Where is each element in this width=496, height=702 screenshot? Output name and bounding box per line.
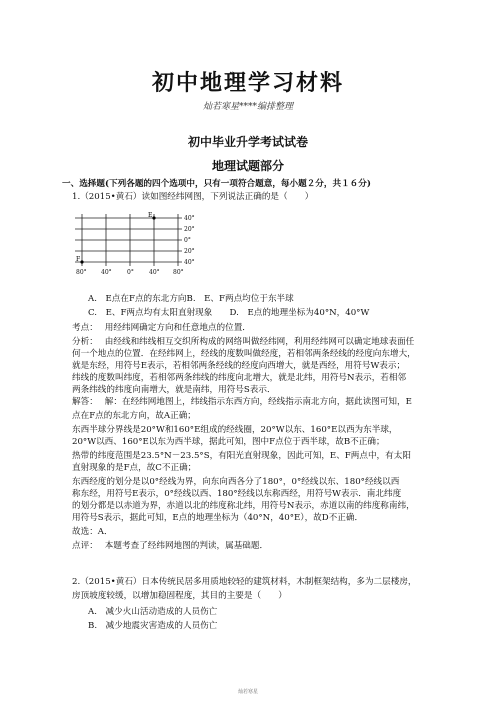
explanation-line: 东西半球分界线是20°W和160°E组成的经线圈，20°W以东、160°E以西为东半球，	[72, 425, 398, 435]
question-2-option-a: A. 减少火山活动造成的人员伤亡	[88, 607, 218, 617]
lat-label-20n: 20°	[184, 226, 195, 233]
page-subtitle: 灿若寒星****编排整理	[202, 102, 293, 112]
explanation-line: 故选：A．	[72, 527, 113, 537]
explanation-line: 两条纬线的纬度向南增大，就是南纬，用符号S表示．	[72, 385, 276, 395]
point-e-marker	[152, 216, 155, 219]
explanation-line: 纬线的度数叫纬度，若相邻两条纬线的纬度向北增大，就是北纬，用符号N表示，若相邻	[72, 373, 407, 383]
lat-label-20s: 20°	[184, 248, 195, 255]
page-title: 初中地理学习材料	[151, 70, 344, 96]
question-1-options-ab: A. E点在F点的东北方向B. E、F两点均位于东半球	[88, 294, 294, 304]
page-footer: 灿若寒星	[237, 689, 258, 695]
lat-label-40n: 40°	[184, 215, 195, 222]
explanation-line: 点在F点的东北方向，故A正确；	[72, 411, 196, 421]
section-title: 地理试题部分	[211, 159, 284, 173]
explanation-line: 的划分都是以赤道为界，赤道以北的纬度称北纬，用符号N表示，赤道以南的纬度称南纬，	[72, 501, 415, 511]
lon-label-40e: 40°	[149, 269, 160, 276]
explanation-line: 考点： 用经纬网确定方向和任意地点的位置．	[72, 323, 251, 333]
explanation-line: 直射现象的是F点，故C不正确；	[72, 463, 197, 473]
exam-title: 初中毕业升学考试试卷	[187, 135, 308, 149]
point-e-label: E	[148, 212, 153, 219]
explanation-line: 就是东经，用符号E表示，若相邻两条经线的经度向西增大，就是西经，用符号W表示；	[72, 361, 406, 371]
point-f-marker	[80, 260, 83, 263]
lat-label-40s: 40°	[184, 259, 195, 266]
explanation-line: 分析： 由经线和纬线相互交织所构成的网络叫做经纬网，利用经纬网可以确定地球表面任	[72, 337, 415, 347]
explanation-line: 东西经度的划分是以0°经线为界，向东向西各分了180°，0°经线以东、180°经线以西	[72, 477, 400, 487]
explanation-line: 用符号S表示，据此可知，E点的地理坐标为（40°N，40°E），故D不正确．	[72, 513, 364, 523]
question-2-stem-line-1: 2.（2015•黄石）日本传统民居多用质地较轻的建筑材料，木制框架结构，多为二层楼房，	[72, 577, 417, 587]
question-2-option-b: B. 减少地震灾害造成的人员伤亡	[88, 621, 218, 631]
question-1-options-cd: C. E、F两点均有太阳直射现象 D. E点的地理坐标为40°N，40°W	[88, 308, 370, 318]
lon-label-80w: 80°	[76, 269, 87, 276]
point-f-label: F	[76, 256, 81, 263]
question-1-stem: 1.（2015•黄石）读如图经纬网图，下列说法正确的是（ ）	[72, 192, 314, 202]
lon-label-0: 0°	[127, 269, 134, 276]
explanation-line: 解答： 解：在经纬网地图上，纬线指示东西方向，经线指示南北方向，据此读图可知，E	[72, 397, 412, 407]
explanation-line: 点评： 本题考查了经纬网地图的判读，属基础题．	[72, 541, 269, 551]
lon-label-40w: 40°	[101, 269, 112, 276]
lat-lon-grid-figure	[70, 210, 220, 280]
part-heading: 一、选择题(下列各题的四个选项中，只有一项符合题意，每小题２分，共１６分)	[62, 179, 371, 189]
explanation-line: 热带的纬度范围是23.5°N－23.5°S，有阳光直射现象，因此可知，E、F两点中，有太阳	[72, 451, 411, 461]
lat-label-0: 0°	[184, 237, 191, 244]
lon-label-80e: 80°	[173, 269, 184, 276]
explanation-line: 20°W以西、160°E以东为西半球，据此可知，图中F点位于西半球，故B不正确；	[72, 437, 385, 447]
explanation-line: 何一个地点的位置．在经纬网上，经线的度数叫做经度，若相邻两条经线的经度向东增大，	[72, 349, 416, 359]
question-2-stem-line-2: 房顶坡度较缓，以增加稳固程度，其目的主要是（ ）	[72, 591, 287, 601]
explanation-line: 称东经，用符号E表示，0°经线以西、180°经线以东称西经，用符号W表示．南北纬度	[72, 489, 402, 499]
